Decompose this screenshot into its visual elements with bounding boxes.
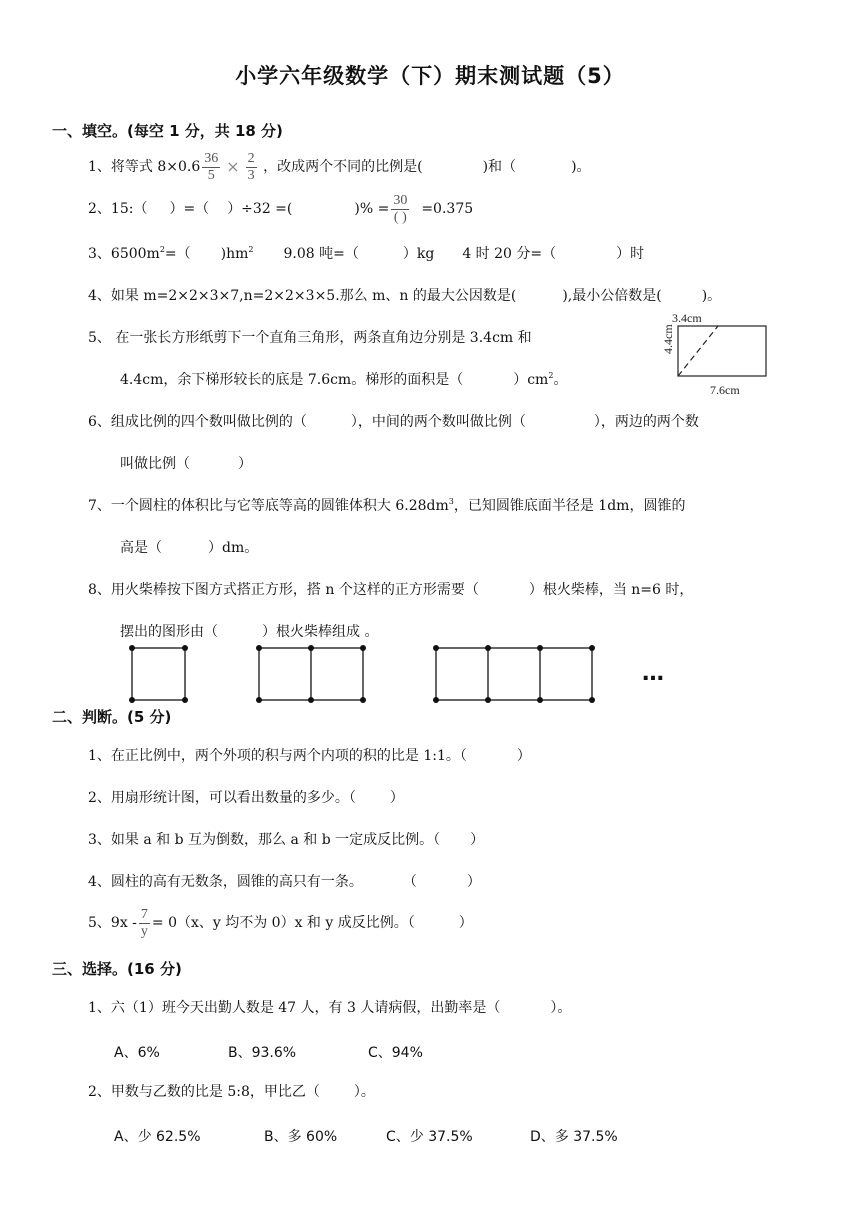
fraction-30-blank: $\frac{30}{( )}$ bbox=[393, 192, 408, 225]
question-1-2: 2、15:（ ）=（ ）÷32 =( )% = $\frac{30}{( )}$ =0.375 bbox=[88, 192, 474, 225]
question-1-4: 4、如果 m=2×2×3×7,n=2×2×3×5.那么 m、n 的最大公因数是( ),最小公倍数是( )。 bbox=[88, 288, 722, 304]
judge-3: 3、如果 a 和 b 互为倒数，那么 a 和 b 一定成反比例。（ ） bbox=[88, 832, 485, 848]
question-1-3: 3、$6500m^2=$（ )$hm^2$ 9.08 吨=（ ）kg 4 时 20 分=（ ）时 bbox=[88, 245, 645, 262]
section2-heading: 二、判断。(5 分) bbox=[52, 708, 172, 726]
figure-label-top: 3.4cm bbox=[672, 311, 702, 325]
figure-label-bottom: 7.6cm bbox=[710, 383, 740, 397]
section1-heading: 一、填空。(每空 1 分，共 18 分) bbox=[52, 122, 283, 140]
judge-4: 4、圆柱的高有无数条，圆锥的高只有一条。 （ ） bbox=[88, 874, 481, 890]
choice-2: 2、甲数与乙数的比是 5:8，甲比乙（ ）。 bbox=[88, 1084, 375, 1100]
trapezoid-figure bbox=[658, 310, 778, 397]
choice-2-option-b: B、多 60% bbox=[264, 1129, 338, 1145]
question-1-8-line2: 摆出的图形由（ ）根火柴棒组成 。 bbox=[120, 624, 379, 640]
page-title: 小学六年级数学（下）期末测试题（5） bbox=[235, 64, 625, 88]
judge-1: 1、在正比例中，两个外项的积与两个内项的积的比是 1:1。（ ） bbox=[88, 748, 531, 764]
judge-2: 2、用扇形统计图，可以看出数量的多少。（ ） bbox=[88, 790, 404, 806]
question-1-7-line2: 高是（ ）dm。 bbox=[120, 540, 259, 556]
choice-2-option-c: C、少 37.5% bbox=[386, 1129, 473, 1145]
question-1-5-line1: 5、 在一张长方形纸剪下一个直角三角形，两条直角边分别是 3.4cm 和 bbox=[88, 330, 532, 346]
figure-label-left: 4.4cm bbox=[661, 324, 675, 354]
question-1-1: 1、将等式 8×0.6 $\frac{36}{5}$ × $\frac{2}{3}$ ，改成两个不同的比例是( )和（ )。 bbox=[88, 150, 591, 183]
matchstick-squares-3 bbox=[436, 648, 592, 700]
question-1-5-line2: 4.4cm，余下梯形较长的底是 7.6cm。梯形的面积是（ ）$cm^2$。 bbox=[120, 371, 568, 388]
choice-2-option-d: D、多 37.5% bbox=[530, 1129, 618, 1145]
question-1-6-line2: 叫做比例（ ） bbox=[120, 456, 252, 472]
choice-1: 1、六（1）班今天出勤人数是 47 人，有 3 人请病假，出勤率是（ ）。 bbox=[88, 1000, 572, 1016]
question-1-8-line1: 8、用火柴棒按下图方式搭正方形，搭 n 个这样的正方形需要（ ）根火柴棒，当 n=6 时， bbox=[88, 582, 694, 598]
choice-1-option-a: A、6% bbox=[114, 1045, 160, 1061]
fraction-36-5: $\frac{36}{5}$ bbox=[204, 150, 219, 183]
matchstick-ellipsis: … bbox=[642, 661, 664, 686]
fraction-7-y: $\frac{7}{y}$ bbox=[140, 906, 148, 939]
choice-1-option-c: C、94% bbox=[368, 1045, 423, 1061]
question-1-7-line1: 7、一个圆柱的体积比与它等底等高的圆锥体积大 $6.28dm^3$，已知圆锥底面半径是 1dm，圆锥的 bbox=[88, 497, 686, 514]
choice-2-option-a: A、少 62.5% bbox=[114, 1129, 201, 1145]
matchstick-square-1 bbox=[132, 648, 185, 700]
choice-1-option-b: B、93.6% bbox=[228, 1045, 297, 1061]
section3-heading: 三、选择。(16 分) bbox=[52, 960, 182, 978]
matchstick-figure bbox=[120, 640, 720, 710]
judge-5: 5、9x - $\frac{7}{y}$ = 0（x、y 均不为 0）x 和 y 成反比例。（ ） bbox=[88, 906, 473, 939]
fraction-2-3: $\frac{2}{3}$ bbox=[247, 150, 255, 183]
question-1-6-line1: 6、组成比例的四个数叫做比例的（ ），中间的两个数叫做比例（ ），两边的两个数 bbox=[88, 414, 699, 430]
